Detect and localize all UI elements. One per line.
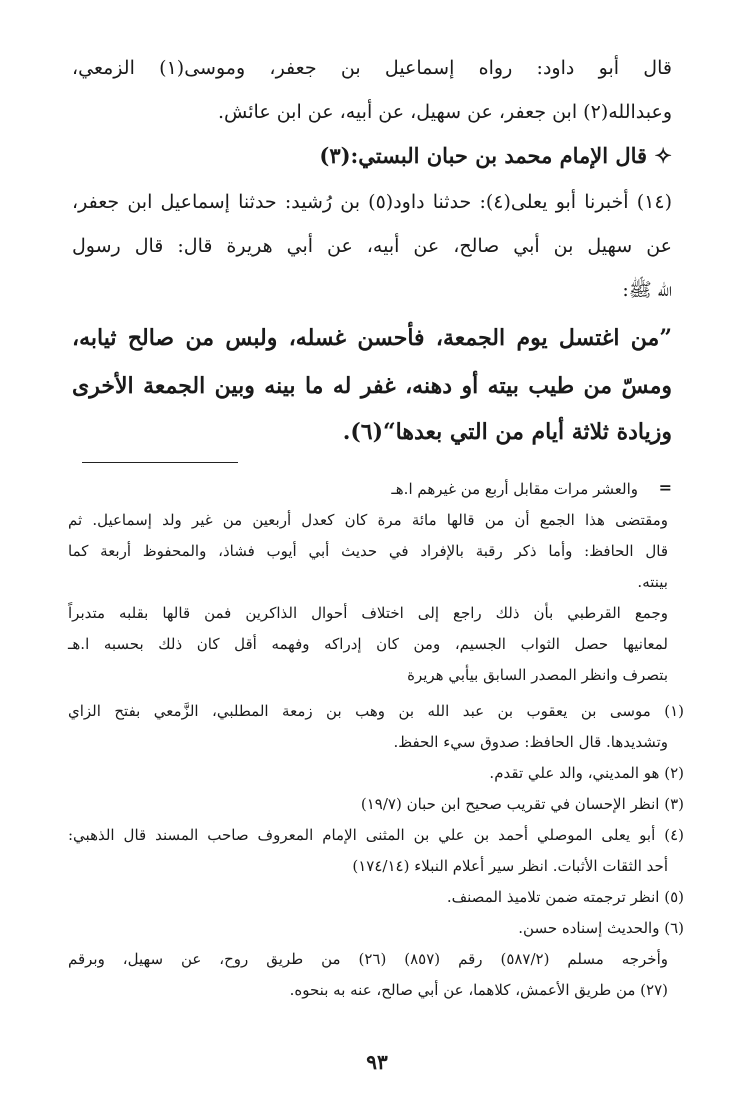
continuation-mark: = [658,478,672,497]
footnote-line: أحد الثقات الأثبات. انظر سير أعلام النبلاء (١٧٤/١٤) [352,857,668,875]
main-line: عن سهيل بن أبي صالح، عن أبيه، عن أبي هريرة قال: قال رسول [72,235,672,257]
page-number: ٩٣ [366,1050,388,1074]
footnote-line: وتشديدها. قال الحافظ: صدوق سيء الحفظ. [393,733,668,751]
footnote-2: (٢) هو المديني، والد علي تقدم. [489,764,684,782]
main-line: قال أبو داود: رواه إسماعيل بن جعفر، وموسى(١) الزمعي، [72,57,672,79]
footnote-line: والعشر مرات مقابل أربع من غيرهم ا.هـ [391,480,638,498]
footnote-line: لمعانيها حصل الثواب الجسيم، ومن كان إدراكه وفهمه أقل كان ذلك بحسبه ا.هـ [68,635,668,653]
footnote-line: (٢٧) من طريق الأعمش، كلاهما، عن أبي صالح، عنه به بنحوه. [289,981,668,999]
section-heading: ✧ قال الإمام محمد بن حبان البستي:(٣) [319,143,672,168]
footnote-5: (٥) انظر ترجمته ضمن تلاميذ المصنف. [446,888,684,906]
footnote-1: (١) موسى بن يعقوب بن عبد الله بن وهب بن زمعة المطلبي، الزَّمعي بفتح الزاي [68,702,684,720]
main-line: وعبدالله(٢) ابن جعفر، عن سهيل، عن أبيه، عن ابن عائش. [217,101,672,123]
footnote-3: (٣) انظر الإحسان في تقريب صحيح ابن حبان (١٩/٧) [360,795,684,813]
main-line: الله ﷺ: [622,279,672,301]
footnote-divider [82,462,238,463]
footnote-line: بتصرف وانظر المصدر السابق بيأبي هريرة [407,666,668,684]
main-line: (١٤) أخبرنا أبو يعلى(٤): حدثنا داود(٥) بن رُشيد: حدثنا إسماعيل ابن جعفر، [72,191,673,213]
footnote-line: ومقتضى هذا الجمع أن من قالها مائة مرة كان كعدل أربعين من غير ولد إسماعيل. ثم [68,511,668,529]
hadith-text-line: ”من اغتسل يوم الجمعة، فأحسن غسله، ولبس من صالح ثيابه، [72,325,672,351]
footnote-6: (٦) والحديث إسناده حسن. [518,919,684,937]
footnote-line: بينته. [637,573,668,591]
footnote-line: قال الحافظ: وأما ذكر رقبة بالإفراد في حديث أبي أيوب فشاذ، والمحفوظ أربعة كما [68,542,668,560]
footnote-line: وجمع القرطبي بأن ذلك راجع إلى اختلاف أحوال الذاكرين فمن قالها بقلبه متدبراً [68,604,668,622]
footnote-4: (٤) أبو يعلى الموصلي أحمد بن علي بن المثنى الإمام المعروف صاحب المسند قال الذهبي: [68,826,684,844]
footnote-line: وأخرجه مسلم (٥٨٧/٢) رقم (٨٥٧) (٢٦) من طريق روح، عن سهيل، وبرقم [68,950,668,968]
hadith-text-line: ومسّ من طيب بيته أو دهنه، غفر له ما بينه وبين الجمعة الأخرى [72,373,672,399]
hadith-text-line: وزيادة ثلاثة أيام من التي بعدها“(٦). [342,419,672,445]
